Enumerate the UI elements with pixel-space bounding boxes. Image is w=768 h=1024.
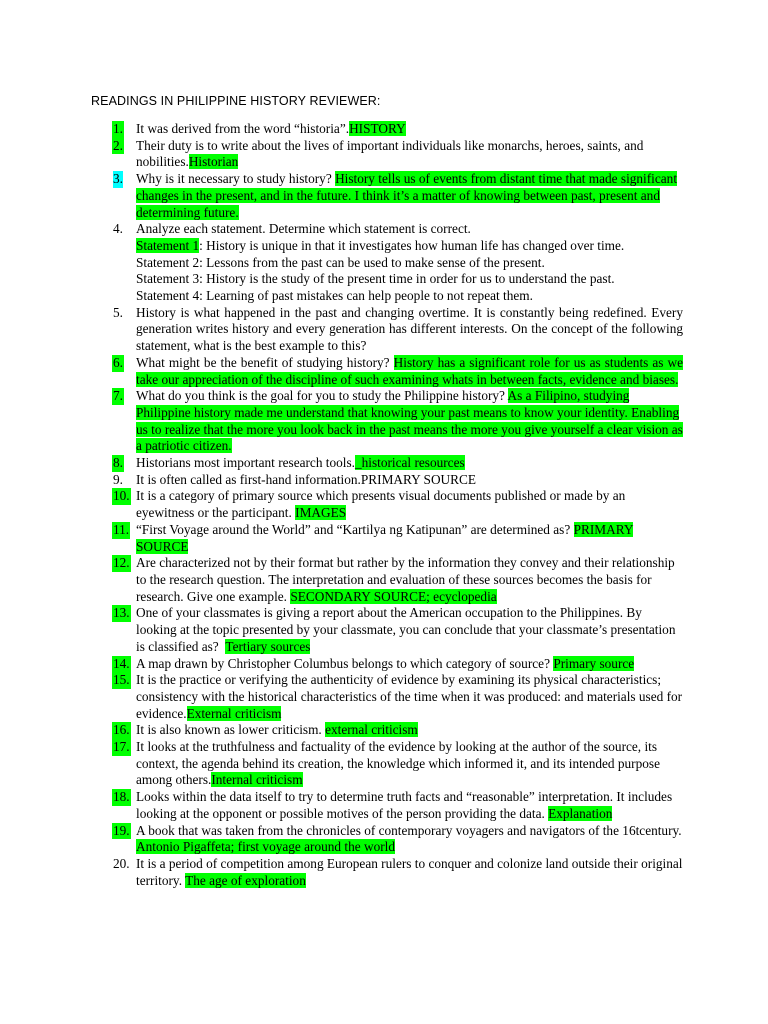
statement-1 (136, 238, 683, 255)
answer-highlight: Tertiary sources (225, 638, 311, 654)
list-item (0, 388, 768, 455)
item-number: 10. (113, 488, 130, 504)
question-text: It is a category of primary source which presents visual documents published or made by an eyewitness or the participant. (136, 488, 626, 521)
statement-3: Statement 3: History is the study of the present time in order for us to understand the past. (136, 271, 615, 287)
statement-2: Statement 2: Lessons from the past can be used to make sense of the present. (136, 254, 545, 270)
question-text: It is also known as lower criticism. (136, 722, 322, 738)
item-number: 8. (113, 455, 123, 471)
question-text: A map drawn by Christopher Columbus belongs to which category of source? (136, 655, 550, 671)
list-item (0, 605, 768, 655)
answer-highlight: As a Filipino, studying Philippine history made me understand that knowing your past means to know your identity. Enabling us to realize that the more you look back in the past means the more you give yourself a clear vision as a patriotic citizen. (136, 388, 683, 454)
item-number: 3. (113, 171, 123, 187)
item-number: 14. (113, 655, 130, 671)
answer-highlight: _historical resources (355, 455, 465, 471)
question-text: What might be the benefit of studying history? (136, 354, 390, 370)
item-number: 4. (113, 221, 123, 237)
list-item (0, 672, 768, 722)
statement-1-text: : History is unique in that it investigates how human life has changed over time. (199, 237, 625, 253)
question-text: Historians most important research tools. (136, 455, 355, 471)
question-text: It is often called as first-hand information.PRIMARY SOURCE (136, 471, 477, 487)
answer-highlight: Primary source (553, 655, 635, 671)
list-item (0, 722, 768, 739)
answer-highlight: External criticism (186, 705, 282, 721)
item-number: 1. (113, 121, 123, 136)
item-number: 16. (113, 722, 130, 738)
item-number: 2. (113, 137, 123, 153)
question-text: Their duty is to write about the lives of important individuals like monarchs, heroes, saints, and nobilities. (136, 137, 644, 170)
answer-highlight: History has a significant role for us as students as we take our appreciation of the discipline of such examining whats in between facts, evidence and biases. (136, 354, 683, 387)
list-item (0, 555, 768, 605)
item-number: 18. (113, 789, 130, 805)
question-text: It was derived from the word “historia”. (136, 121, 350, 136)
list-item (0, 221, 768, 305)
question-text: A book that was taken from the chronicles of contemporary voyagers and navigators of the 16tcentury. (136, 822, 682, 838)
item-number: 13. (113, 605, 130, 621)
answer-highlight: Internal criticism (211, 772, 303, 788)
answer-highlight: Historian (188, 154, 239, 170)
question-text: It is a period of competition among European rulers to conquer and colonize land outside their original territory. (136, 855, 683, 888)
list-item (0, 472, 768, 489)
list-item (0, 789, 768, 822)
list-item (0, 305, 768, 355)
answer-highlight: History tells us of events from distant time that made significant changes in the present, and in the future. I think it’s a matter of knowing between past, present and determining future. (136, 171, 678, 220)
question-text: What do you think is the goal for you to study the Philippine history? (136, 388, 505, 404)
list-item (0, 488, 768, 521)
question-text: Why is it necessary to study history? (136, 171, 332, 187)
item-number: 11. (113, 521, 130, 537)
answer-highlight: IMAGES (295, 505, 347, 521)
answer-highlight: PRIMARY SOURCE (136, 521, 634, 554)
item-number: 17. (113, 739, 130, 755)
question-text: It looks at the truthfulness and factuality of the evidence by looking at the author of the source, its context, the agenda behind its creation, the knowledge which informed it, and its intended purpose among others. (136, 739, 660, 788)
list-item (0, 823, 768, 856)
answer-highlight: external criticism (325, 722, 418, 738)
statement-4: Statement 4: Learning of past mistakes can help people to not repeat them. (136, 288, 533, 304)
answer-highlight: Explanation (548, 805, 613, 821)
item-number: 12. (113, 555, 130, 571)
document-title: READINGS IN PHILIPPINE HISTORY REVIEWER: (91, 94, 381, 108)
list-item (0, 739, 768, 789)
item-number: 19. (113, 822, 130, 838)
item-number: 20. (113, 855, 130, 871)
list-item (0, 656, 768, 673)
item-number: 6. (113, 354, 123, 370)
list-item (0, 522, 768, 555)
answer-highlight: Statement 1 (136, 237, 200, 253)
question-text: “First Voyage around the World” and “Kartilya ng Katipunan” are determined as? (136, 521, 571, 537)
question-text: It is the practice or verifying the authenticity of evidence by examining its physical characteristics; consistency with the historical characteristics of the time when it was produced: and materials used for evidence. (136, 672, 683, 721)
question-text: Analyze each statement. Determine which statement is correct. (136, 221, 471, 237)
list-item (0, 121, 768, 138)
item-number: 5. (113, 304, 123, 320)
answer-highlight: HISTORY (349, 121, 406, 136)
list-item (0, 171, 768, 221)
list-item (0, 455, 768, 472)
question-list (0, 121, 768, 889)
list-item (0, 355, 768, 388)
item-number: 7. (113, 388, 123, 404)
list-item (0, 856, 768, 889)
answer-highlight: SECONDARY SOURCE; ecyclopedia (290, 588, 497, 604)
question-text: Looks within the data itself to try to determine truth facts and “reasonable” interpretation. It includes looking at the opponent or possible motives of the person providing the data. (136, 789, 673, 821)
list-item (0, 138, 768, 171)
question-text: History is what happened in the past and changing overtime. It is constantly being redefined. Every generation writes history and every generation has different interests. On the concept of the following statement, what is the best example to this? (136, 304, 683, 354)
item-number: 15. (113, 672, 130, 688)
item-number: 9. (113, 471, 123, 487)
answer-highlight: The age of exploration (185, 872, 306, 888)
answer-highlight: Antonio Pigaffeta; first voyage around the world (136, 839, 395, 855)
question-text: Are characterized not by their format but rather by the information they convey and their relationship to the research question. The interpretation and evaluation of these sources becomes the basis for research. Give one example. (136, 555, 675, 604)
question-text: One of your classmates is giving a report about the American occupation to the Philippines. By looking at the topic presented by your classmate, you can conclude that your classmate’s presentation is classified as? (136, 605, 676, 654)
